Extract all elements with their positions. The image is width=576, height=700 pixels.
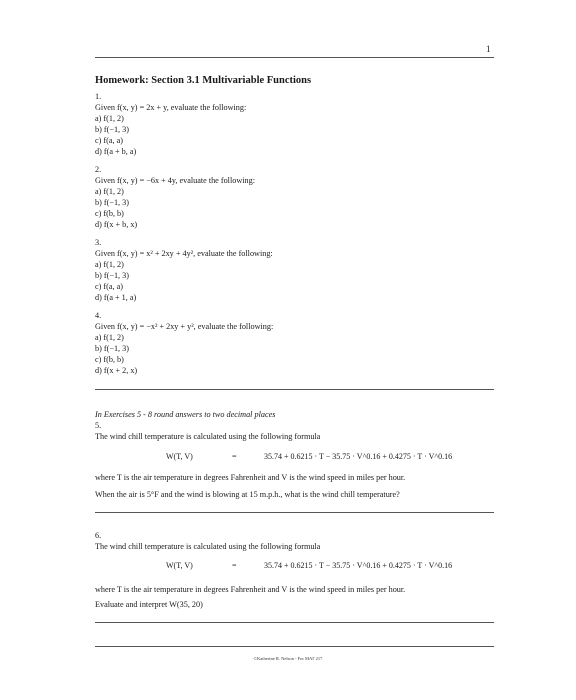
exercise-note: In Exercises 5 - 8 round answers to two decimal places (95, 410, 276, 419)
problem-5-formula-rhs: 35.74 + 0.6215 · T − 35.75 · V^0.16 + 0.4275 · T · V^0.16 (264, 452, 453, 461)
problem-2-given: Given f(x, y) = −6x + 4y, evaluate the following: (95, 176, 255, 185)
problem-5-where: where T is the air temperature in degrees Fahrenheit and V is the wind speed in miles per hour. (95, 473, 406, 482)
divider-2 (95, 512, 494, 513)
problem-1-part-b: b) f(−1, 3) (95, 125, 129, 134)
problem-5-formula-lhs: W(T, V) (166, 452, 193, 461)
problem-6-formula-rhs: 35.74 + 0.6215 · T − 35.75 · V^0.16 + 0.4275 · T · V^0.16 (264, 561, 453, 570)
top-rule (95, 57, 494, 58)
problem-5-formula-eq: = (232, 452, 237, 461)
problem-1-part-a: a) f(1, 2) (95, 114, 124, 123)
problem-6-where: where T is the air temperature in degrees Fahrenheit and V is the wind speed in miles per hour. (95, 585, 406, 594)
problem-6-intro: The wind chill temperature is calculated using the following formula (95, 542, 321, 551)
problem-3-number: 3. (95, 238, 102, 247)
divider-3 (95, 622, 494, 623)
problem-2-part-a: a) f(1, 2) (95, 187, 124, 196)
divider-4 (95, 646, 494, 647)
problem-3-part-c: c) f(a, a) (95, 282, 123, 291)
problem-4-part-b: b) f(−1, 3) (95, 344, 129, 353)
problem-6-number: 6. (95, 531, 102, 540)
problem-4-part-c: c) f(b, b) (95, 355, 124, 364)
problem-6-formula-eq: = (232, 561, 237, 570)
problem-4-part-d: d) f(x + 2, x) (95, 366, 138, 375)
problem-4-number: 4. (95, 311, 102, 320)
problem-3-given: Given f(x, y) = x² + 2xy + 4y², evaluate the following: (95, 249, 273, 258)
problem-2-part-b: b) f(−1, 3) (95, 198, 129, 207)
problem-2-number: 2. (95, 165, 102, 174)
problem-3-part-d: d) f(a + 1, a) (95, 293, 137, 302)
problem-3-part-b: b) f(−1, 3) (95, 271, 129, 280)
problem-5-question: When the air is 5°F and the wind is blowing at 15 m.p.h., what is the wind chill temperature? (95, 490, 400, 499)
problem-2-part-c: c) f(b, b) (95, 209, 124, 218)
problem-3-part-a: a) f(1, 2) (95, 260, 124, 269)
problem-6-formula-lhs: W(T, V) (166, 561, 193, 570)
problem-4-part-a: a) f(1, 2) (95, 333, 124, 342)
problem-1-given: Given f(x, y) = 2x + y, evaluate the following: (95, 103, 247, 112)
page-number: 1 (486, 44, 491, 54)
problem-5-intro: The wind chill temperature is calculated using the following formula (95, 432, 321, 441)
problem-5-number: 5. (95, 421, 102, 430)
problem-2-part-d: d) f(x + b, x) (95, 220, 138, 229)
problem-1-part-d: d) f(a + b, a) (95, 147, 137, 156)
problem-1-part-c: c) f(a, a) (95, 136, 123, 145)
page-title: Homework: Section 3.1 Multivariable Functions (95, 75, 312, 86)
footer-copyright: ©Katherine R. Nelson - For MAT 217 (253, 656, 323, 661)
problem-1-number: 1. (95, 92, 102, 101)
divider-1 (95, 389, 494, 390)
problem-6-question: Evaluate and interpret W(35, 20) (95, 600, 203, 609)
problem-4-given: Given f(x, y) = −x² + 2xy + y², evaluate the following: (95, 322, 274, 331)
